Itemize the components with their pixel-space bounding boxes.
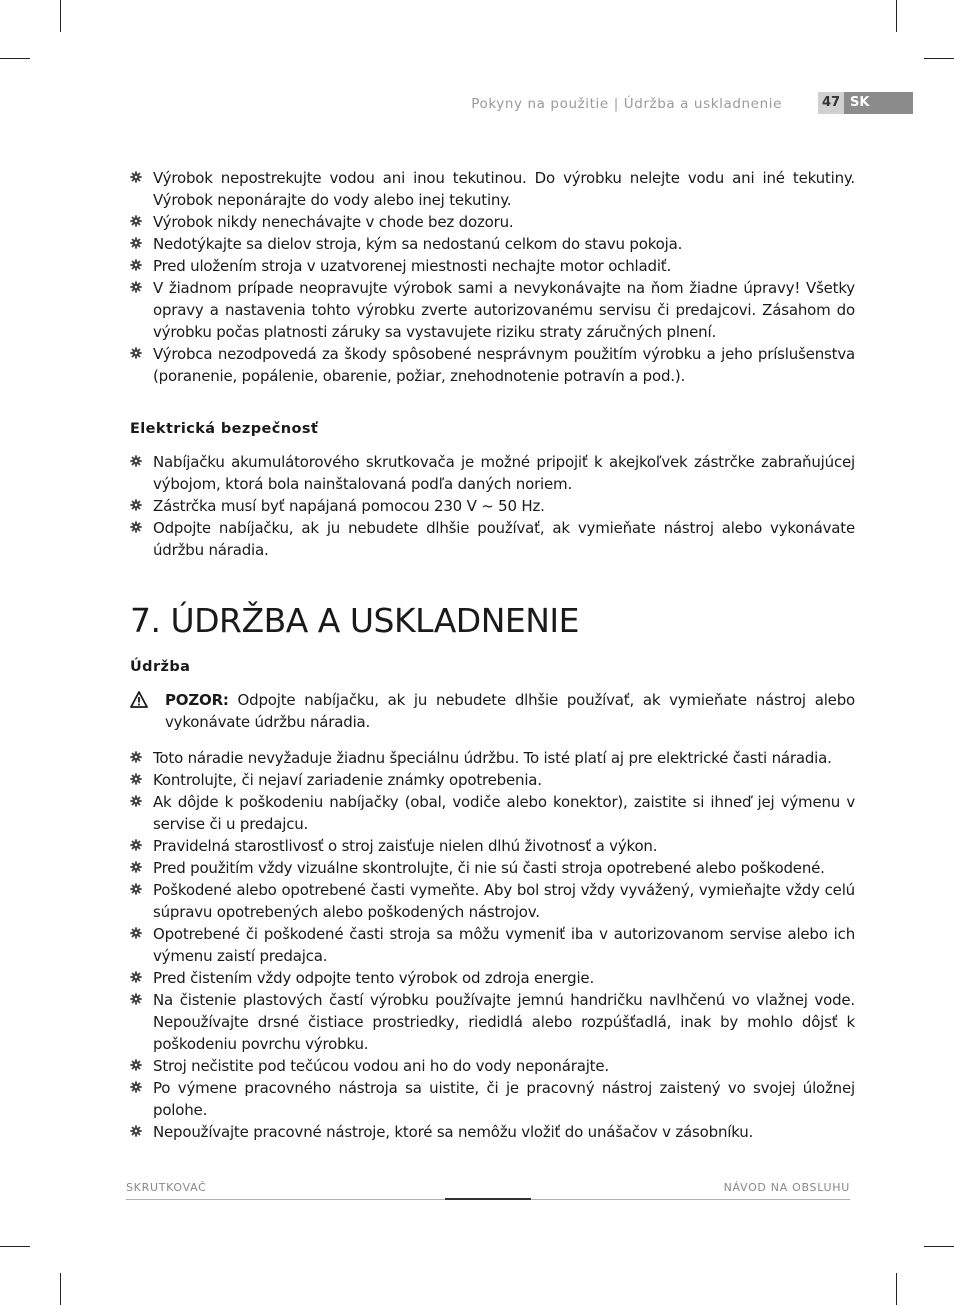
gear-bullet-icon [130,795,142,807]
crop-mark [60,1273,61,1305]
gear-bullet-icon [130,259,142,271]
crop-mark [0,58,30,59]
maintenance-heading: Údržba [130,659,191,675]
footer-product-name: SKRUTKOVAČ [126,1181,207,1194]
crop-mark [60,0,61,32]
list-item-text: Výrobca nezodpovedá za škody spôsobené nesprávnym použitím výrobku a jeho príslušenstva (poranenie, popálenie, obarenie, požiar, znehodnotenie potravín a pod.). [153,345,855,385]
safety-bullet-list [130,167,855,387]
warning-note [130,689,855,733]
list-item-text: Odpojte nabíjačku, ak ju nebudete dlhšie používať, ak vymieňate nástroj alebo vykonávate údržbu náradia. [153,519,855,559]
list-item [130,495,855,517]
gear-bullet-icon [130,521,142,533]
gear-bullet-icon [130,927,142,939]
list-item-text: Pred čistením vždy odpojte tento výrobok od zdroja energie. [153,969,595,987]
list-item [130,343,855,387]
crop-mark [896,1273,897,1305]
gear-bullet-icon [130,971,142,983]
crop-mark [924,58,954,59]
electrical-safety-heading: Elektrická bezpečnosť [130,421,319,437]
list-item [130,1055,855,1077]
list-item [130,233,855,255]
list-item-text: Kontrolujte, či nejaví zariadenie známky opotrebenia. [153,771,542,789]
list-item-text: Stroj nečistite pod tečúcou vodou ani ho do vody neponárajte. [153,1057,609,1075]
list-item-text: Nabíjačku akumulátorového skrutkovača je možné pripojiť k akejkoľvek zástrčke zabraňujúcej výbojom, ktorá bola nainštalovaná podľa daných noriem. [153,453,855,493]
gear-bullet-icon [130,751,142,763]
list-item-text: Nedotýkajte sa dielov stroja, kým sa nedostanú celkom do stavu pokoja. [153,235,683,253]
warning-label: POZOR: [165,691,229,709]
list-item [130,211,855,233]
list-item-text: Po výmene pracovného nástroja sa uistite, či je pracovný nástroj zaistený vo svojej úložnej polohe. [153,1079,855,1119]
list-item-text: Zástrčka musí byť napájaná pomocou 230 V ~ 50 Hz. [153,497,545,515]
chapter-title: 7. ÚDRŽBA A USKLADNENIE [130,601,580,640]
language-badge: SK [844,92,913,114]
list-item [130,967,855,989]
list-item-text: Nepoužívajte pracovné nástroje, ktoré sa nemôžu vložiť do unášačov v zásobníku. [153,1123,754,1141]
page-number: 47 [818,92,844,114]
gear-bullet-icon [130,839,142,851]
list-item-text: Pravidelná starostlivosť o stroj zaisťuje nielen dlhú životnosť a výkon. [153,837,658,855]
list-item-text: Pred uložením stroja v uzatvorenej miestnosti nechajte motor ochladiť. [153,257,672,275]
list-item [130,1077,855,1121]
gear-bullet-icon [130,237,142,249]
gear-bullet-icon [130,861,142,873]
gear-bullet-icon [130,1081,142,1093]
crop-mark [924,1246,954,1247]
gear-bullet-icon [130,347,142,359]
list-item [130,255,855,277]
warning-triangle-icon [130,691,148,708]
list-item [130,517,855,561]
list-item [130,1121,855,1143]
list-item [130,791,855,835]
gear-bullet-icon [130,281,142,293]
list-item-text: Poškodené alebo opotrebené časti vymeňte. Aby bol stroj vždy vyvážený, vymieňajte vždy celú súpravu opotrebených alebo poškodených nástrojov. [153,881,855,921]
list-item [130,167,855,211]
list-item-text: Opotrebené či poškodené časti stroja sa môžu vymeniť iba v autorizovanom servise alebo ich výmenu zaistí predajca. [153,925,855,965]
list-item-text: Pred použitím vždy vizuálne skontrolujte, či nie sú časti stroja opotrebené alebo poškodené. [153,859,825,877]
list-item [130,923,855,967]
gear-bullet-icon [130,171,142,183]
gear-bullet-icon [130,1059,142,1071]
page-content [130,167,855,1143]
list-item [130,747,855,769]
list-item-text: Výrobok nepostrekujte vodou ani inou tekutinou. Do výrobku nelejte vodu ani iné tekutiny. Výrobok neponárajte do vody alebo inej tekutiny. [153,169,855,209]
gear-bullet-icon [130,993,142,1005]
list-item-text: V žiadnom prípade neopravujte výrobok sami a nevykonávajte na ňom žiadne úpravy! Všetky opravy a nastavenia tohto výrobku zverte autorizovanému servisu či predajcovi. Zásahom do výrobku počas platnosti záruky sa vystavujete riziku straty záručných plnení. [153,279,855,341]
gear-bullet-icon [130,455,142,467]
crop-mark [0,1246,30,1247]
electrical-bullet-list [130,451,855,561]
list-item-text: Toto náradie nevyžaduje žiadnu špeciálnu údržbu. To isté platí aj pre elektrické časti náradia. [153,749,832,767]
footer-divider-accent [445,1198,531,1200]
gear-bullet-icon [130,499,142,511]
list-item [130,835,855,857]
crop-mark [896,0,897,32]
list-item [130,857,855,879]
gear-bullet-icon [130,1125,142,1137]
list-item-text: Výrobok nikdy nenechávajte v chode bez dozoru. [153,213,514,231]
list-item [130,277,855,343]
footer-manual-label: NÁVOD NA OBSLUHU [723,1181,850,1194]
gear-bullet-icon [130,883,142,895]
gear-bullet-icon [130,773,142,785]
list-item [130,989,855,1055]
warning-text: Odpojte nabíjačku, ak ju nebudete dlhšie používať, ak vymieňate nástroj alebo vykonávate údržbu náradia. [165,691,855,731]
list-item-text: Na čistenie plastových častí výrobku používajte jemnú handričku navlhčenú vo vlažnej vode. Nepoužívajte drsné čistiace prostriedky, riedidlá alebo rozpúšťadlá, inak by mohlo dôjsť k poškodeniu povrchu výrobku. [153,991,855,1053]
list-item-text: Ak dôjde k poškodeniu nabíjačky (obal, vodiče alebo konektor), zaistite si ihneď jej výmenu v servise či u predajcu. [153,793,855,833]
header-section-title: Pokyny na použitie | Údržba a uskladnenie [471,96,782,112]
gear-bullet-icon [130,215,142,227]
list-item [130,879,855,923]
list-item [130,451,855,495]
maintenance-bullet-list [130,747,855,1143]
list-item [130,769,855,791]
